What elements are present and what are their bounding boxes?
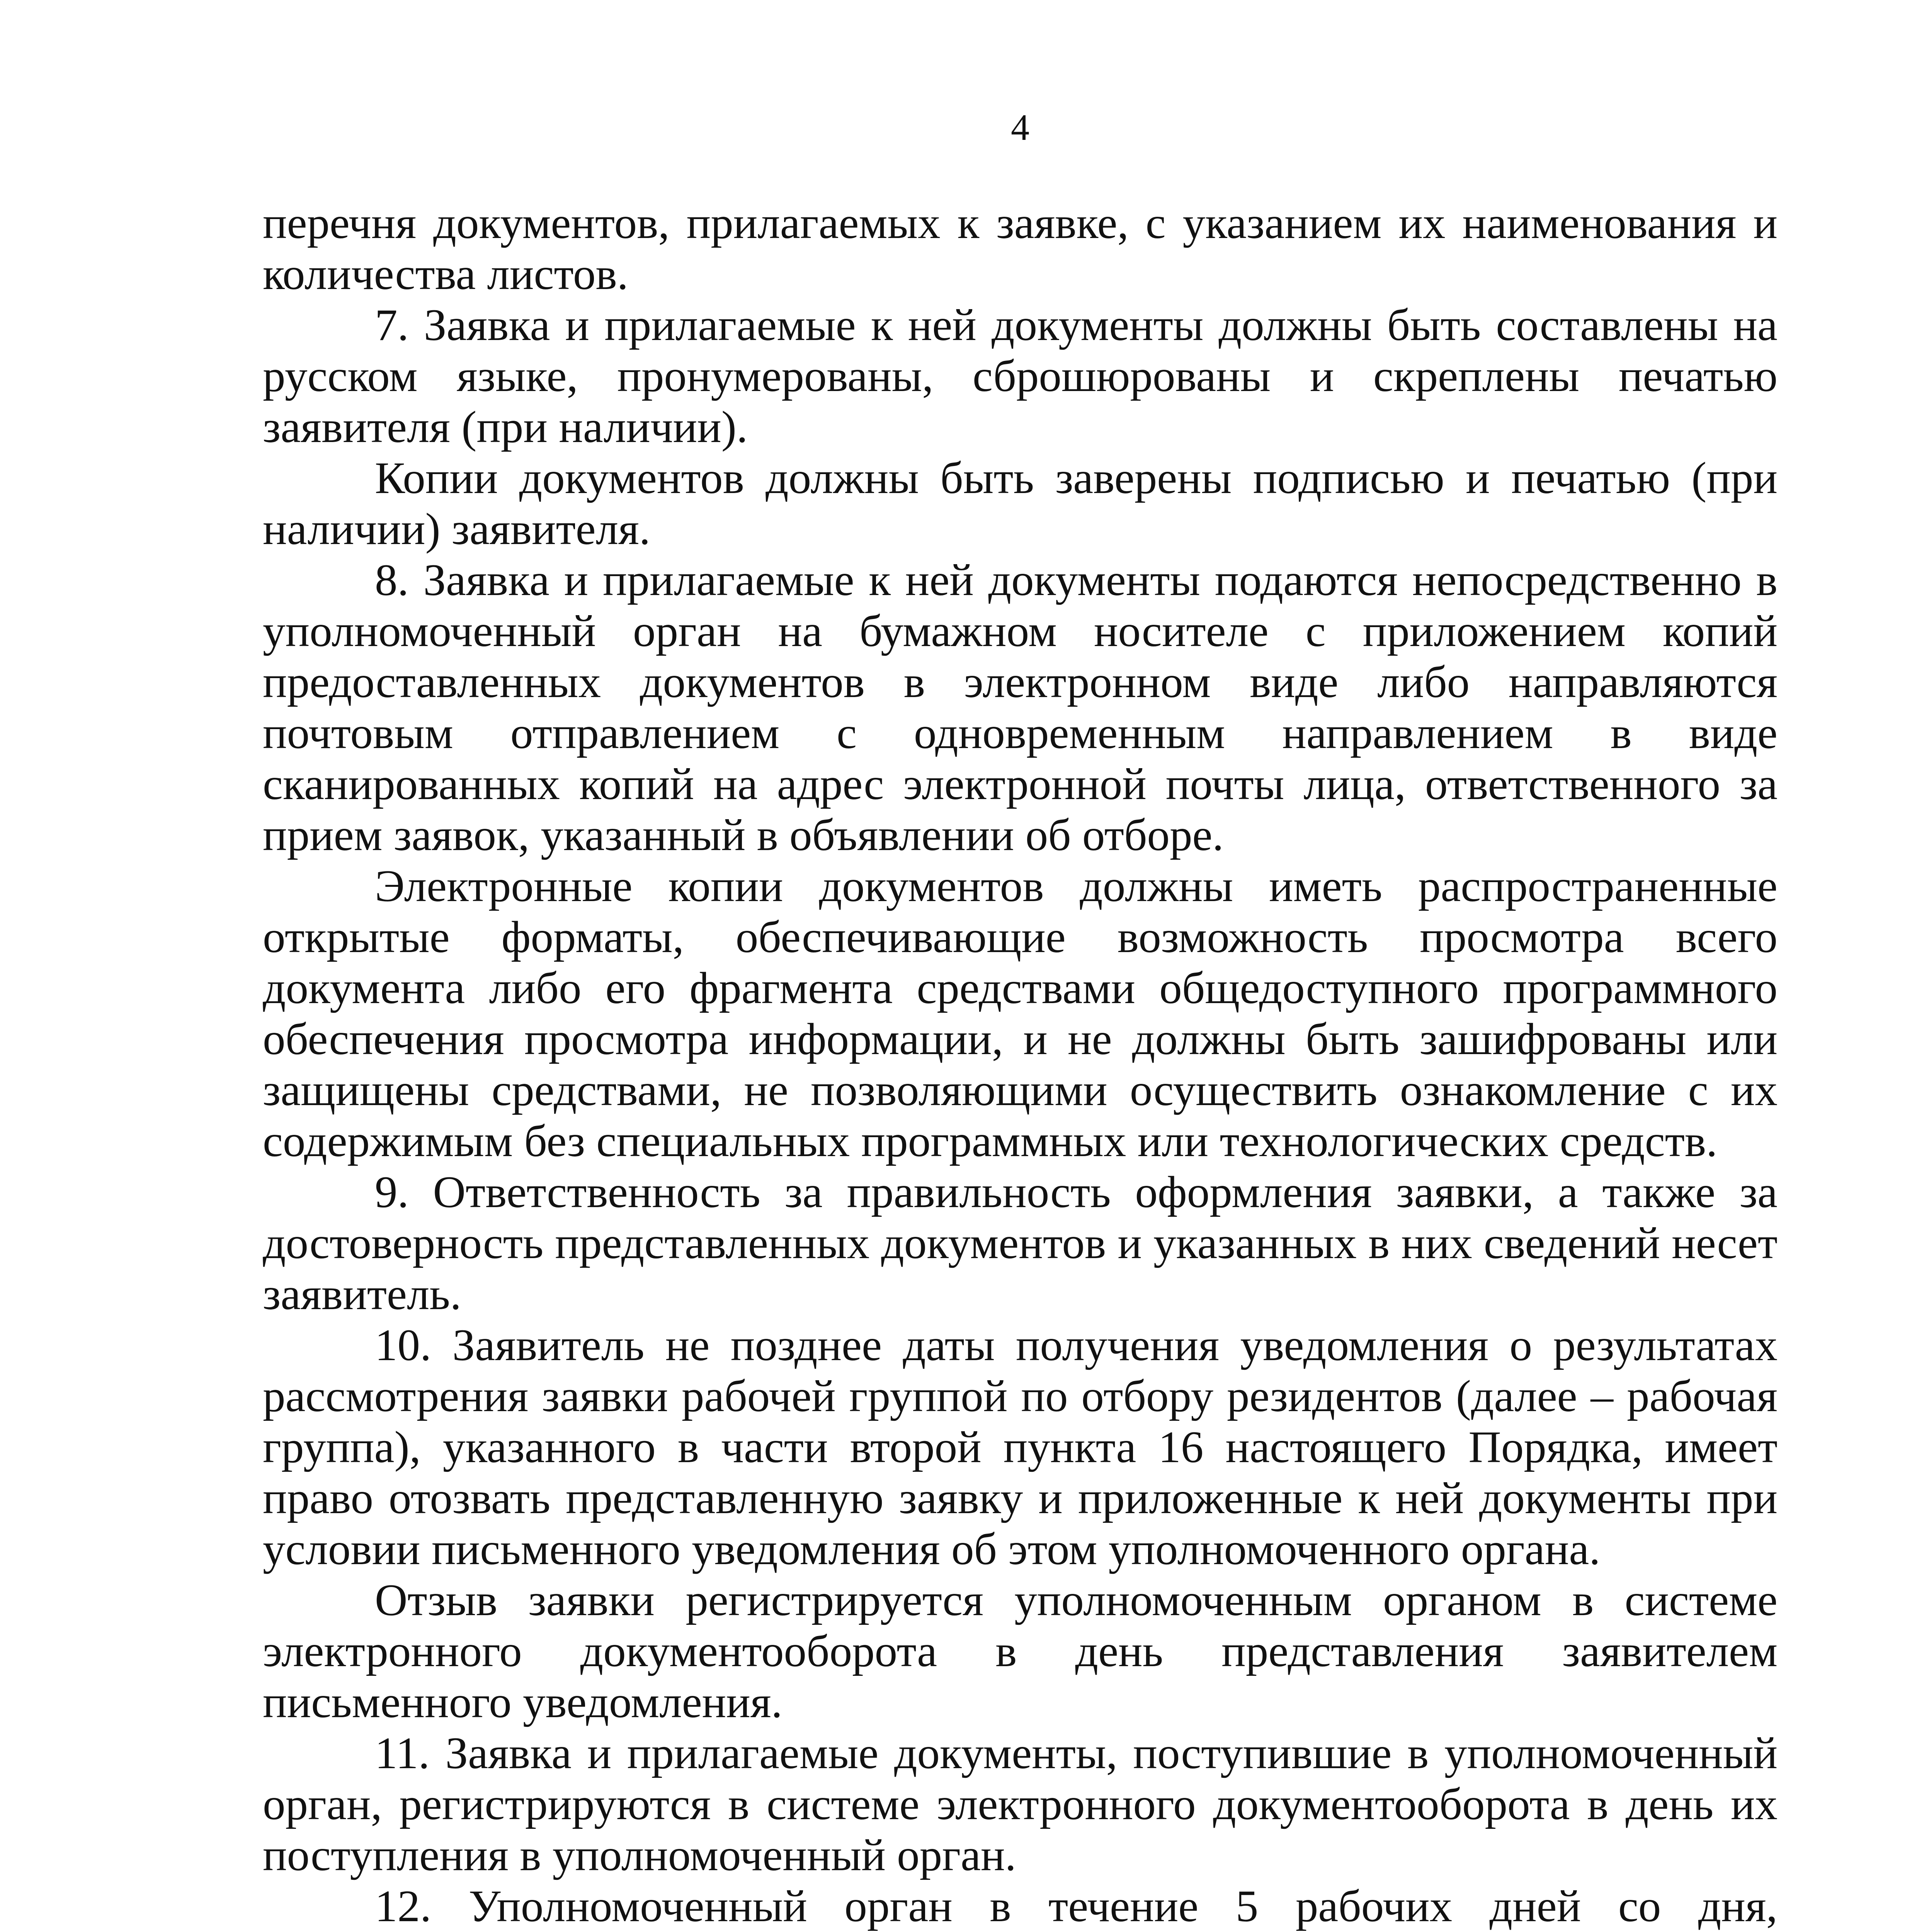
paragraph-item-8: 8. Заявка и прилагаемые к ней документы подаются непосредственно в уполномоченный орган на бумажном носителе с приложением копий предоставленных документов в электронном виде либо направляются почтовым отправлением с одновременным направлением в виде сканированных копий на адрес электронной почты лица, ответственного за прием заявок, указанный в объявлении об отборе. (263, 555, 1778, 860)
paragraph-electronic-copies: Электронные копии документов должны иметь распространенные открытые форматы, обеспечивающие возможность просмотра всего документа либо его фрагмента средствами общедоступного программного обеспечения просмотра информации, и не должны быть зашифрованы или защищены средствами, не позволяющими осуществить ознакомление с их содержимым без специальных программных или технологических средств. (263, 861, 1778, 1166)
paragraph-item-11: 11. Заявка и прилагаемые документы, поступившие в уполномоченный орган, регистрируются в системе электронного документооборота в день их поступления в уполномоченный орган. (263, 1728, 1778, 1880)
document-body (263, 198, 1778, 1932)
paragraph-list-continuation: перечня документов, прилагаемых к заявке, с указанием их наименования и количества листов. (263, 198, 1778, 299)
paragraph-item-9: 9. Ответственность за правильность оформления заявки, а также за достоверность представленных документов и указанных в них сведений несет заявитель. (263, 1167, 1778, 1319)
paragraph-copies-certification: Копии документов должны быть заверены подписью и печатью (при наличии) заявителя. (263, 453, 1778, 554)
paragraph-item-7: 7. Заявка и прилагаемые к ней документы должны быть составлены на русском языке, пронумерованы, сброшюрованы и скреплены печатью заявителя (при наличии). (263, 300, 1778, 452)
page-number: 4 (1011, 107, 1029, 148)
paragraph-item-12: 12. Уполномоченный орган в течение 5 рабочих дней со дня, (375, 1881, 1778, 1931)
paragraph-withdrawal-registration: Отзыв заявки регистрируется уполномоченным органом в системе электронного документооборота в день представления заявителем письменного уведомления. (263, 1575, 1778, 1727)
paragraph-item-10: 10. Заявитель не позднее даты получения уведомления о результатах рассмотрения заявки рабочей группой по отбору резидентов (далее – рабочая группа), указанного в части второй пункта 16 настоящего Порядка, имеет право отозвать представленную заявку и приложенные к ней документы при условии письменного уведомления об этом уполномоченного органа. (263, 1320, 1778, 1574)
